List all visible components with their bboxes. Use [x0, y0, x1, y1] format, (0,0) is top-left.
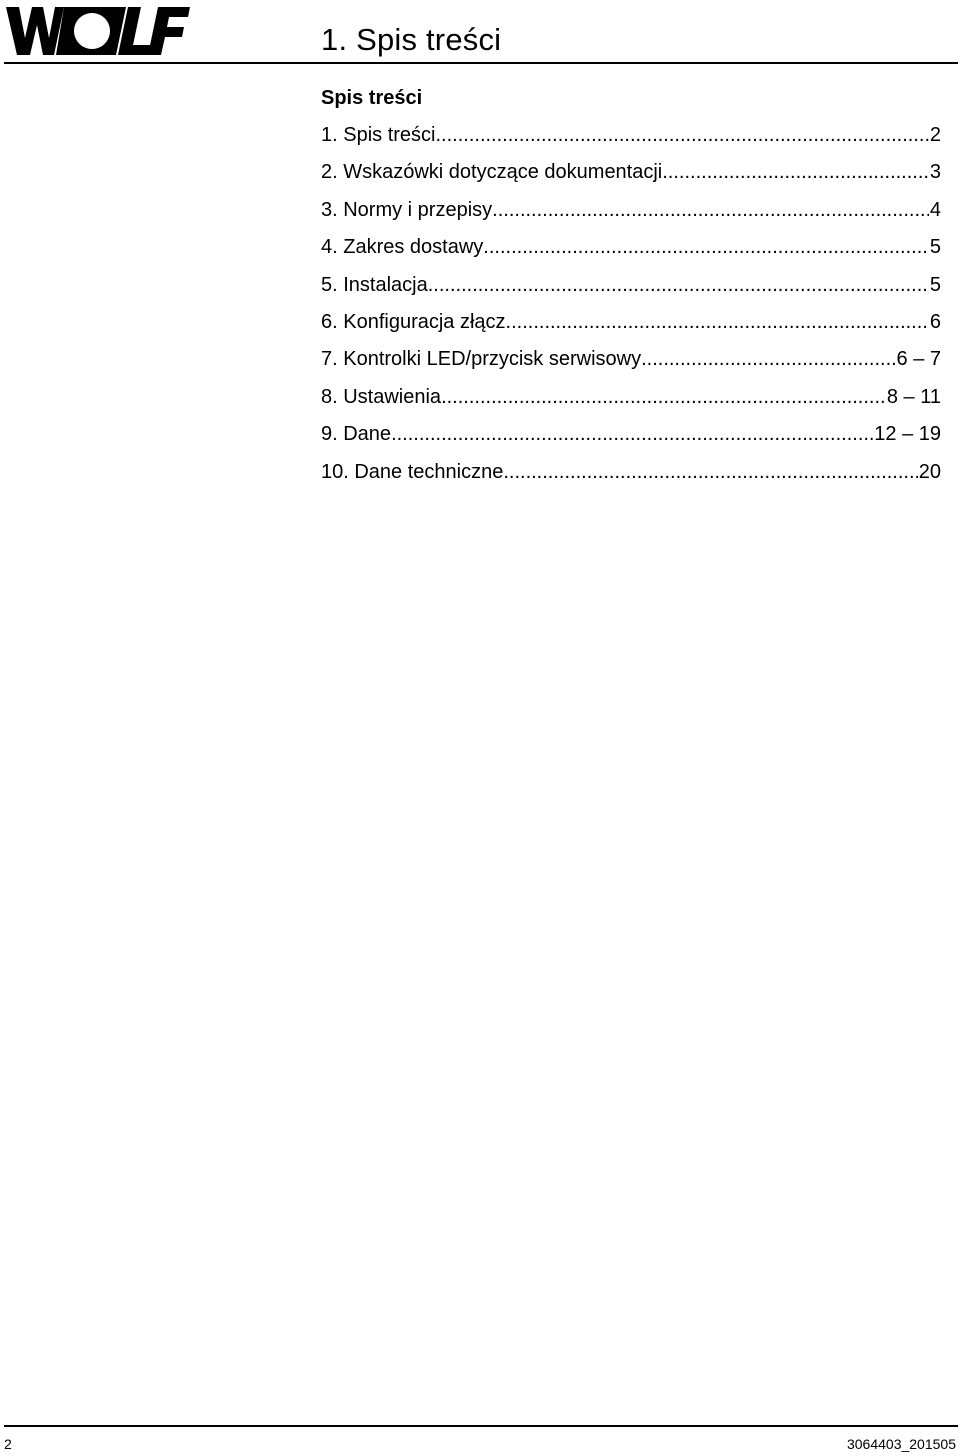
toc-entry-page: 20	[918, 460, 941, 483]
toc-entry-2[interactable]	[321, 159, 941, 196]
toc-entry-7[interactable]	[321, 346, 941, 383]
toc-entry-page: 5	[929, 236, 941, 259]
toc-dot-leader	[662, 159, 929, 185]
toc-entry-title: 8. Ustawienia	[321, 385, 442, 408]
toc-entry-title: 7. Kontrolki LED/przycisk serwisowy	[321, 348, 642, 371]
toc-entry-9[interactable]	[321, 421, 941, 458]
toc-entry-title: 5. Instalacja	[321, 273, 428, 296]
toc-entry-10[interactable]	[321, 459, 941, 496]
toc-dot-leader	[483, 234, 929, 260]
toc-dot-leader	[435, 122, 928, 148]
toc-entry-page: 6	[929, 310, 941, 333]
toc-dot-leader	[391, 421, 873, 447]
wolf-logo	[6, 5, 190, 57]
toc-entry-title: 1. Spis treści	[321, 124, 436, 146]
toc-entry-title: 10. Dane techniczne	[321, 460, 504, 483]
toc-entry-6[interactable]	[321, 309, 941, 346]
toc-entry-page: 4	[929, 198, 941, 221]
page-title: 1. Spis treści	[321, 22, 502, 57]
toc-heading: Spis treści	[321, 87, 423, 109]
toc-dot-leader	[492, 197, 929, 223]
toc-entry-page: 12 – 19	[874, 423, 941, 446]
toc-entry-page: 5	[929, 273, 941, 296]
toc-entry-title: 3. Normy i przepisy	[321, 198, 493, 221]
toc-entry-page: 8 – 11	[886, 385, 941, 408]
header-divider	[4, 62, 958, 64]
toc-entry-5[interactable]	[321, 272, 941, 309]
toc-dot-leader	[428, 272, 929, 298]
toc-dot-leader	[441, 384, 886, 410]
footer-document-code: 3064403_201505	[846, 1436, 956, 1452]
toc-entry-4[interactable]	[321, 234, 941, 271]
toc-entry-3[interactable]	[321, 197, 941, 234]
toc-entry-page: 3	[929, 161, 941, 184]
footer-divider	[4, 1425, 958, 1427]
table-of-contents	[321, 122, 941, 496]
toc-entry-title: 9. Dane	[321, 423, 392, 446]
toc-entry-page: 2	[929, 124, 941, 146]
toc-entry-page: 6 – 7	[896, 348, 941, 371]
toc-dot-leader	[641, 346, 895, 372]
toc-entry-title: 6. Konfiguracja złącz	[321, 310, 506, 333]
footer-page-number: 2	[4, 1436, 12, 1452]
toc-dot-leader	[506, 309, 929, 335]
toc-entry-title: 2. Wskazówki dotyczące dokumentacji	[321, 161, 663, 184]
toc-entry-1[interactable]	[321, 122, 941, 159]
toc-entry-title: 4. Zakres dostawy	[321, 236, 484, 259]
toc-dot-leader	[503, 459, 917, 485]
toc-entry-8[interactable]	[321, 384, 941, 421]
